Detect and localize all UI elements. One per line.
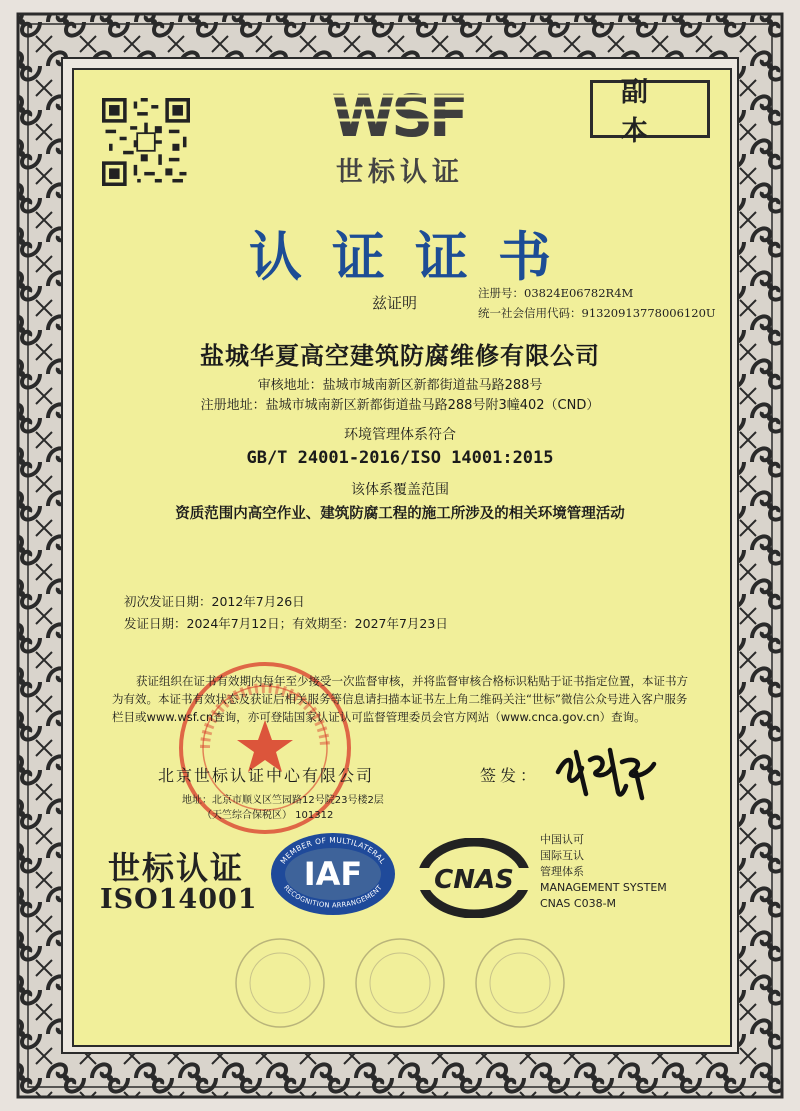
cnas-line-1: 中国认可: [540, 833, 584, 846]
copy-stamp: [590, 77, 710, 147]
conform-label: 环境管理体系符合: [344, 427, 456, 443]
company-name: 盐城华夏高空建筑防腐维修有限公司: [200, 342, 600, 370]
cnas-line-5: CNAS C038-M: [540, 897, 617, 910]
scope-label: 该体系覆盖范围: [351, 482, 449, 498]
registration-number: 注册号：03824E06782R4M: [478, 286, 634, 300]
hereby-text: 兹证明: [372, 294, 418, 312]
iaf-logo: [268, 830, 398, 918]
cnas-main-text: CNAS: [434, 865, 514, 895]
brand-cn-logo: 世标认证: [108, 849, 245, 887]
cnas-description: [540, 832, 667, 912]
wsf-logo-letters: WSF: [331, 86, 465, 146]
registration-block: [478, 283, 716, 323]
iaf-bottom-text: RECOGNITION ARRANGEMENT: [282, 883, 384, 910]
cnas-line-2: 国际互认: [540, 849, 584, 862]
signature-icon: [552, 742, 662, 804]
iaf-main-text: IAF: [303, 855, 363, 893]
notice-text: 获证组织在证书有效期内每年至少接受一次监督审核，并将监督审核合格标识粘贴于证书指定位置，本证书方为有效。本证书有效状态及获证后相关服务等信息请扫描本证书左上角二维码关注“世标”微信公众号进入客户服务栏目或www.wsf.cn查询，亦可登陆国家认证认可监督管理委员会官方网站（www.cnca.gov.cn）查询。: [112, 674, 688, 724]
surveillance-mark-2: [352, 935, 448, 1031]
issuer-address: [182, 793, 384, 823]
wsf-logo: [318, 86, 478, 146]
surveillance-mark-3: [472, 935, 568, 1031]
sign-label: 签发：: [480, 766, 541, 785]
standard-number: GB/T 24001-2016/ISO 14001:2015: [246, 448, 554, 468]
scope-text: 资质范围内高空作业、建筑防腐工程的施工所涉及的相关环境管理活动: [175, 506, 625, 522]
copy-mark: 副 本: [621, 77, 676, 147]
issuer-address-line2: （天竺综合保税区） 101312: [202, 810, 334, 821]
cnas-line-4: MANAGEMENT SYSTEM: [540, 881, 667, 894]
certificate-title: 认证证书: [249, 226, 581, 288]
surveillance-mark-1: [232, 935, 328, 1031]
audit-address: 审核地址：盐城市城南新区新都街道盐马路288号: [257, 378, 543, 393]
cnas-logo: [418, 838, 530, 918]
cnas-line-3: 管理体系: [540, 865, 584, 878]
brand-iso-logo: ISO14001: [100, 884, 258, 915]
first-issue-date: 初次发证日期：2012年7月26日: [124, 594, 305, 609]
issue-valid-date: 发证日期：2024年7月12日；有效期至：2027年7月23日: [124, 616, 448, 631]
credit-code: 统一社会信用代码：91320913778006120U: [478, 306, 716, 320]
qr-code-icon[interactable]: [102, 98, 190, 186]
registered-address: 注册地址：盐城市城南新区新都街道盐马路288号附3幢402（CND）: [200, 398, 600, 413]
iaf-top-text: MEMBER OF MULTILATERAL: [278, 835, 388, 866]
wsf-logo-cn: 世标认证: [336, 157, 464, 188]
issuer-address-line1: 地址：北京市顺义区竺园路12号院23号楼2层: [182, 795, 384, 806]
issuer-name: 北京世标认证中心有限公司: [158, 766, 375, 785]
